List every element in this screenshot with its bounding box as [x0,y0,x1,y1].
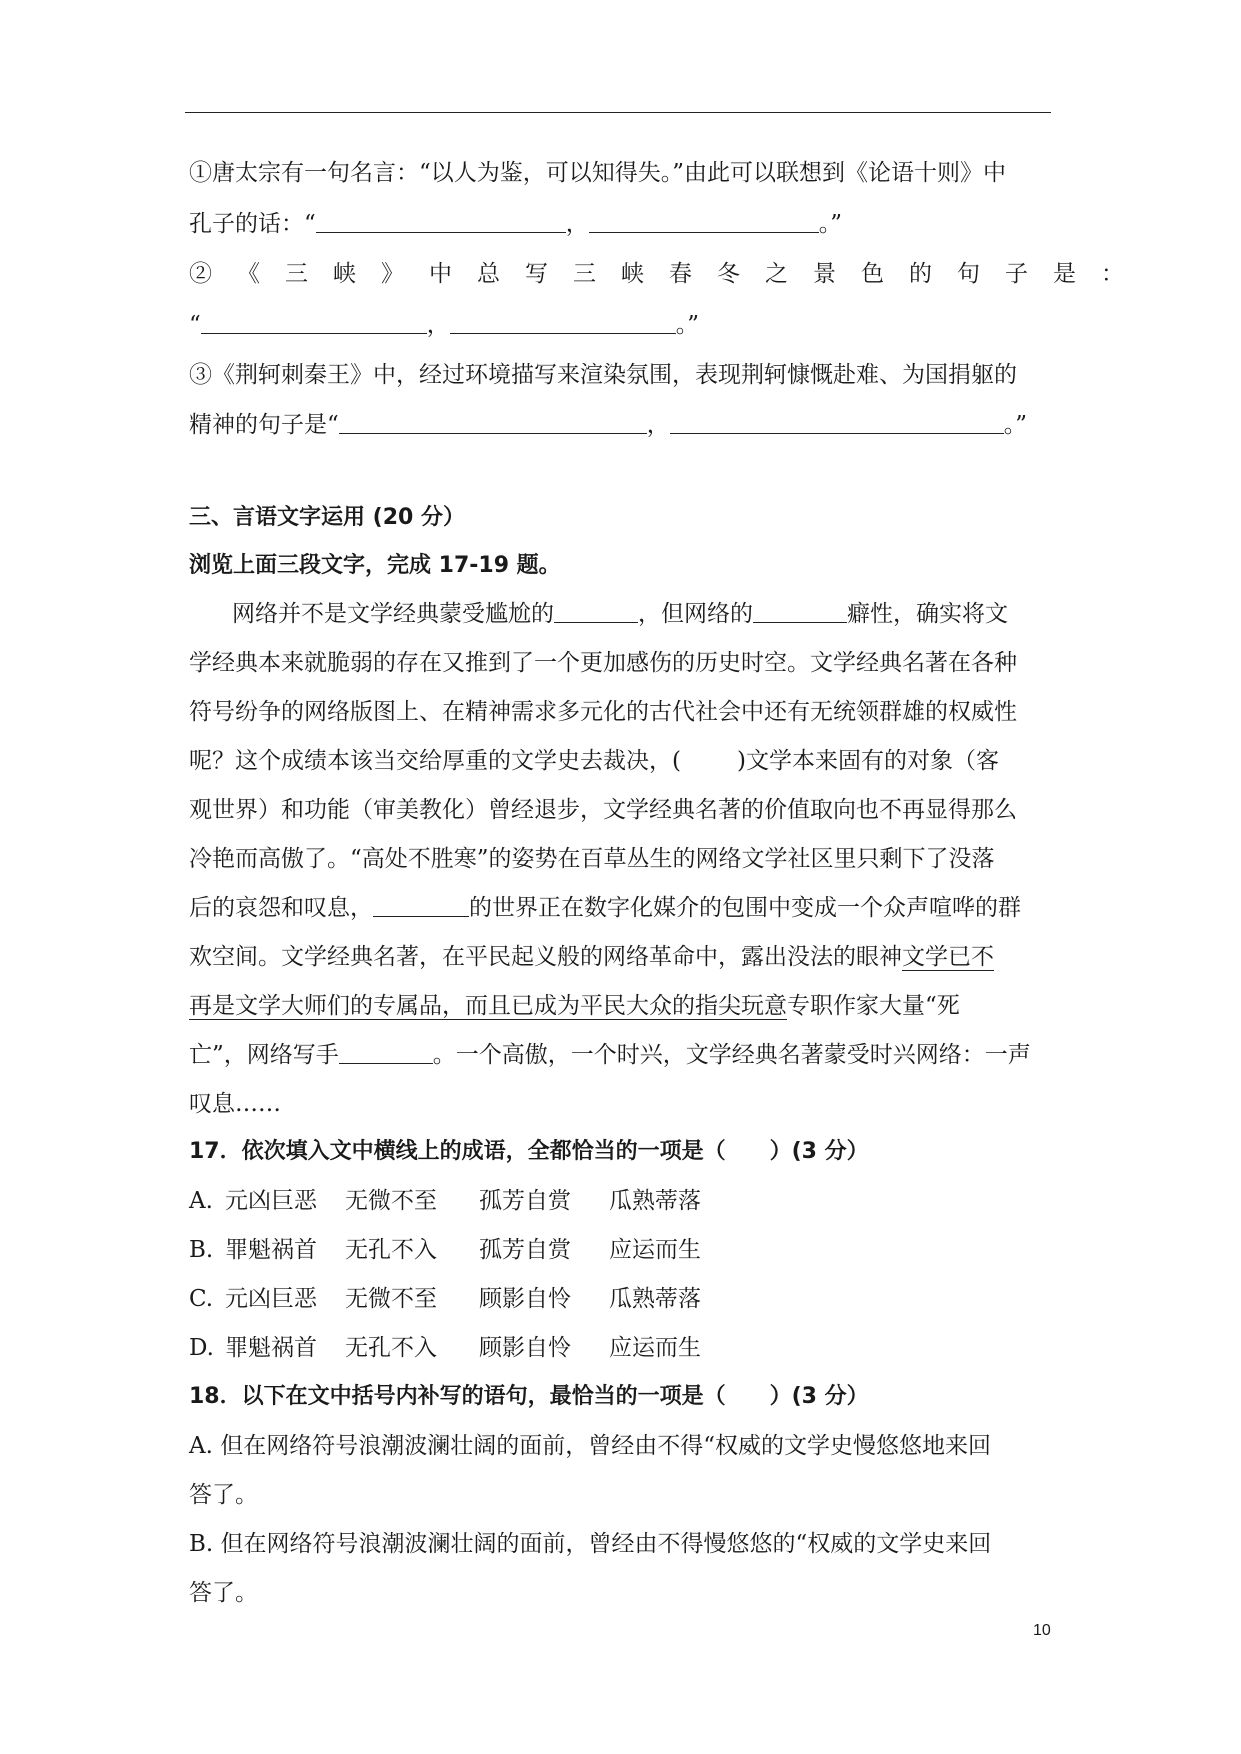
passage-line: 观世界）和功能（审美教化）曾经退步，文学经典名著的价值取向也不再显得那么 [189,797,1017,823]
passage-line: 再是文学大师们的专属品，而且已成为平民大众的指尖玩意专职作家大量“死 [189,993,960,1019]
q3-line2: 精神的句子是“ ， 。” [189,412,1028,438]
passage-blank[interactable] [339,1041,433,1064]
q1-line2: 孔子的话：“ ， 。” [189,211,843,237]
q17-option-c[interactable]: C. 元凶巨恶 无微不至 顾影自怜 瓜熟蒂落 [189,1286,701,1312]
passage-line: 后的哀怨和叹息， 的世界正在数字化媒介的包围中变成一个众声喧哗的群 [189,895,1021,921]
q18-stem: 18．以下在文中括号内补写的语句，最恰当的一项是（ ）(3 分） [189,1384,869,1409]
passage-line: 亡”，网络写手 。一个高傲，一个时兴，文学经典名著蒙受时兴网络：一声 [189,1042,1031,1068]
passage-line: 符号纷争的网络版图上、在精神需求多元化的古代社会中还有无统领群雄的权威性 [189,699,1017,725]
passage-line: 呢？这个成绩本该当交给厚重的文学史去裁决，( )文学本来固有的对象（客 [189,748,999,774]
q2-line2: “ ， 。” [189,312,700,338]
q2-line1: ②《三峡》中总写三峡春冬之景色的句子是： [189,261,1149,287]
passage-blank[interactable] [554,600,638,623]
passage-blank[interactable] [373,894,469,917]
answer-blank[interactable] [450,311,676,334]
section-instruction: 浏览上面三段文字，完成 17-19 题。 [189,553,561,578]
q17-option-d[interactable]: D. 罪魁祸首 无孔不入 顾影自怜 应运而生 [189,1335,701,1361]
passage-line: 学经典本来就脆弱的存在又推到了一个更加感伤的历史时空。文学经典名著在各种 [189,650,1017,676]
page-number: 10 [1033,1622,1051,1639]
q17-stem: 17．依次填入文中横线上的成语，全都恰当的一项是（ ）(3 分） [189,1139,869,1164]
passage-line: 叹息…… [189,1091,281,1117]
section-heading: 三、言语文字运用 (20 分） [189,505,465,530]
q17-option-a[interactable]: A. 元凶巨恶 无微不至 孤芳自赏 瓜熟蒂落 [189,1188,701,1214]
header-rule [185,112,1051,113]
q18-option-b-cont: 答了。 [189,1580,258,1606]
answer-blank[interactable] [339,411,647,434]
q3-line1: ③《荆轲刺秦王》中，经过环境描写来渲染氛围，表现荆轲慷慨赴难、为国捐躯的 [189,362,1017,388]
answer-blank[interactable] [589,210,819,233]
q1-line1: ①唐太宗有一句名言：“以人为鉴，可以知得失。”由此可以联想到《论语十则》中 [189,160,1007,186]
answer-blank[interactable] [670,411,1004,434]
q18-option-b[interactable]: B. 但在网络符号浪潮波澜壮阔的面前，曾经由不得慢悠悠的“权威的文学史来回 [189,1531,992,1557]
underlined-sentence: 再是文学大师们的专属品，而且已成为平民大众的指尖玩意 [189,993,787,1019]
passage-line: 网络并不是文学经典蒙受尴尬的 ，但网络的 癖性，确实将文 [232,601,1008,627]
underlined-sentence: 文学已不 [902,944,994,970]
q17-option-b[interactable]: B. 罪魁祸首 无孔不入 孤芳自赏 应运而生 [189,1237,701,1263]
answer-blank[interactable] [316,210,566,233]
passage-blank[interactable] [753,600,847,623]
answer-blank[interactable] [201,311,427,334]
q18-option-a[interactable]: A. 但在网络符号浪潮波澜壮阔的面前，曾经由不得“权威的文学史慢悠悠地来回 [189,1433,991,1459]
passage-line: 冷艳而高傲了。“高处不胜寒”的姿势在百草丛生的网络文学社区里只剩下了没落 [189,846,995,872]
passage-line: 欢空间。文学经典名著，在平民起义般的网络革命中，露出没法的眼神文学已不 [189,944,994,970]
q18-option-a-cont: 答了。 [189,1482,258,1508]
